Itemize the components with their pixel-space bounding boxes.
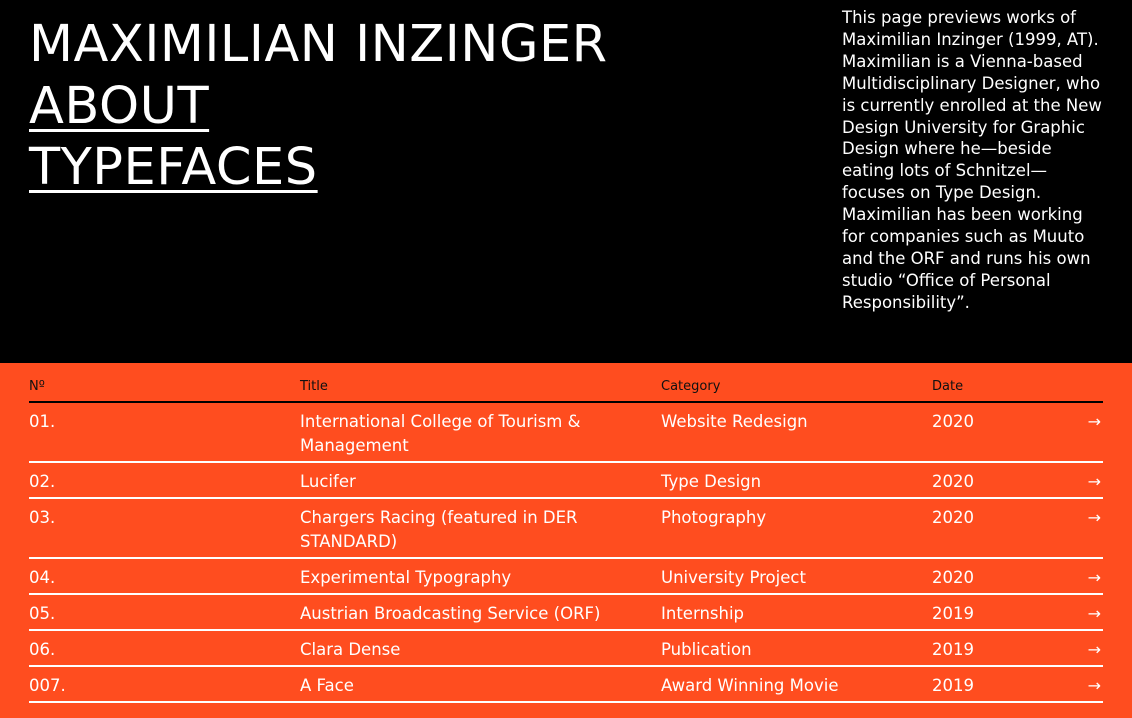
arrow-right-icon[interactable]: → — [1087, 604, 1101, 623]
row-number: 03. — [29, 508, 56, 527]
row-category: Type Design — [661, 472, 762, 491]
row-number: 007. — [29, 676, 66, 695]
row-category: Internship — [661, 604, 745, 623]
projects-table — [29, 377, 1103, 703]
arrow-right-icon[interactable]: → — [1087, 508, 1101, 527]
row-title: Chargers Racing (featured in DER STANDARD) — [300, 508, 578, 551]
row-title: A Face — [300, 676, 354, 695]
arrow-right-icon[interactable]: → — [1087, 412, 1101, 431]
row-title: Austrian Broadcasting Service (ORF) — [300, 604, 601, 623]
table-row[interactable] — [29, 595, 1103, 631]
row-date: 2019 — [932, 676, 974, 695]
column-header-number: Nº — [29, 379, 45, 394]
table-row[interactable] — [29, 403, 1103, 463]
row-date: 2020 — [932, 508, 974, 527]
table-row[interactable] — [29, 559, 1103, 595]
site-title: MAXIMILIAN INZINGER — [29, 15, 608, 74]
row-category: Photography — [661, 508, 767, 527]
nav-link-typefaces[interactable]: TYPEFACES — [29, 138, 318, 197]
column-header-date: Date — [932, 379, 964, 394]
row-title: Experimental Typography — [300, 568, 512, 587]
row-title: Clara Dense — [300, 640, 401, 659]
row-title: Lucifer — [300, 472, 356, 491]
table-row[interactable] — [29, 499, 1103, 559]
row-number: 05. — [29, 604, 56, 623]
row-number: 02. — [29, 472, 56, 491]
arrow-right-icon[interactable]: → — [1087, 676, 1101, 695]
row-date: 2020 — [932, 472, 974, 491]
table-row[interactable] — [29, 631, 1103, 667]
row-date: 2020 — [932, 568, 974, 587]
row-date: 2020 — [932, 412, 974, 431]
row-title: International College of Tourism & Management — [300, 412, 581, 455]
row-number: 04. — [29, 568, 56, 587]
projects-section — [0, 363, 1132, 718]
row-category: University Project — [661, 568, 806, 587]
main-nav — [29, 76, 318, 198]
row-category: Website Redesign — [661, 412, 808, 431]
row-number: 06. — [29, 640, 56, 659]
arrow-right-icon[interactable]: → — [1087, 472, 1101, 491]
row-date: 2019 — [932, 604, 974, 623]
row-date: 2019 — [932, 640, 974, 659]
nav-link-about[interactable]: ABOUT — [29, 77, 210, 136]
arrow-right-icon[interactable]: → — [1087, 640, 1101, 659]
column-header-category: Category — [661, 379, 721, 394]
table-row[interactable] — [29, 667, 1103, 703]
arrow-right-icon[interactable]: → — [1087, 568, 1101, 587]
row-category: Publication — [661, 640, 752, 659]
column-header-title: Title — [300, 379, 328, 394]
row-category: Award Winning Movie — [661, 676, 839, 695]
row-number: 01. — [29, 412, 56, 431]
bio-text: This page previews works of Maximilian Inzinger (1999, AT). Maximilian is a Vienna-based Multidisciplinary Designer, who is currently enrolled at the New Design University for Graphic Design where he—beside eating lots of Schnitzel—focuses on Type Design. Maximilian has been working for companies such as Muuto and the ORF and runs his own studio “Office of Personal Responsibility”. — [842, 8, 1102, 312]
table-row[interactable] — [29, 463, 1103, 499]
table-header — [29, 377, 1103, 403]
